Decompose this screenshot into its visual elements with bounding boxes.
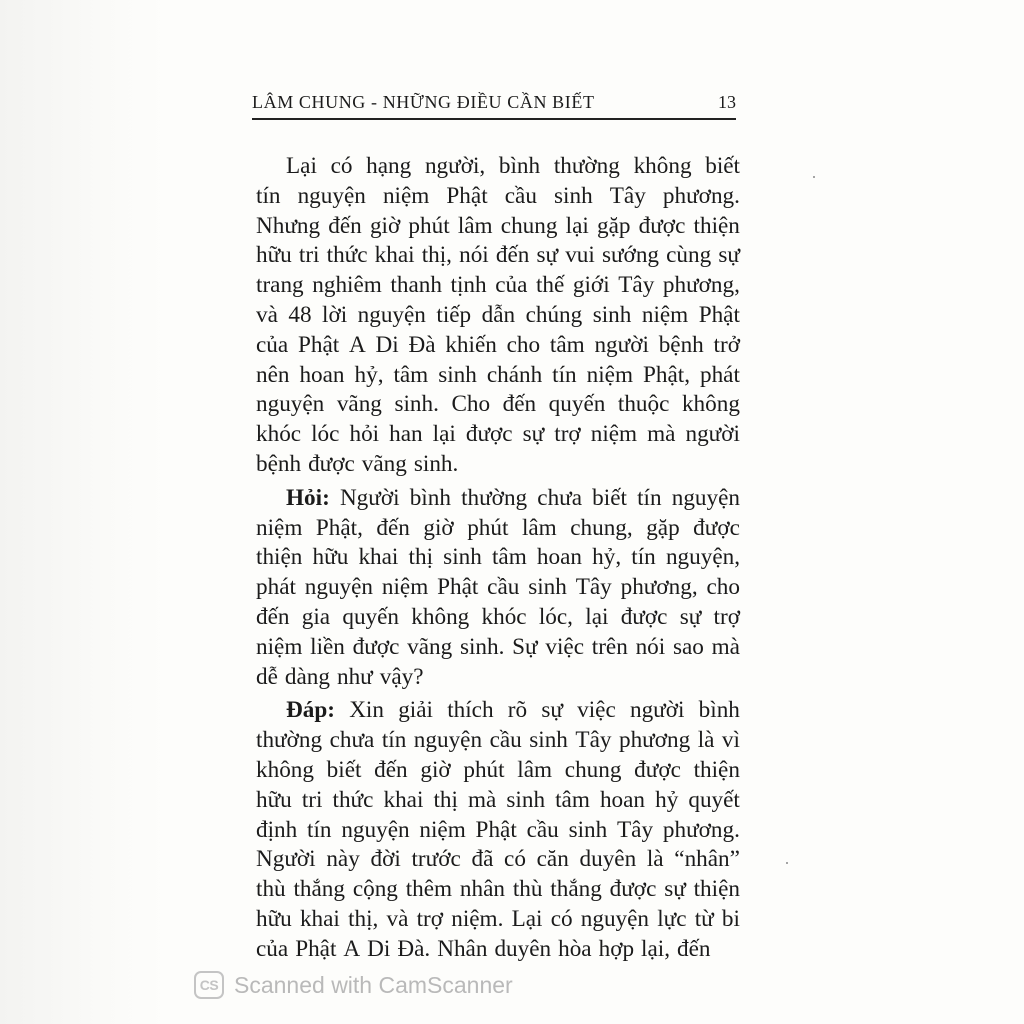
word: người: [629, 697, 685, 724]
word: Phật: [698, 301, 740, 328]
word: sự: [541, 697, 563, 724]
word: bệnh: [658, 331, 704, 358]
word: Phật,: [315, 514, 363, 541]
running-head: LÂM CHUNG - NHỮNG ĐIỀU CẦN BIẾT: [252, 92, 595, 112]
word: hòa: [558, 935, 592, 962]
word: Phật,: [642, 361, 690, 388]
word: phát: [256, 574, 296, 601]
word: lóc,: [538, 603, 573, 630]
word: Lại: [511, 905, 543, 932]
word: nói: [459, 242, 489, 269]
word: thị: [433, 786, 458, 813]
word: tín: [256, 182, 281, 209]
scan-speck: [786, 862, 788, 864]
word: cầu: [489, 727, 522, 754]
word: niệm: [590, 421, 638, 448]
word: thiện: [693, 876, 740, 903]
text-line: [256, 420, 740, 450]
word: thắng: [550, 876, 602, 903]
word: sinh: [443, 544, 482, 571]
word: không: [633, 153, 692, 179]
text-line: [256, 663, 740, 693]
word: khai: [358, 544, 399, 571]
word: hỷ: [655, 786, 679, 813]
word: Phật: [446, 182, 488, 209]
word: Phật: [475, 816, 517, 843]
word: thiện: [256, 544, 303, 571]
word: việc: [577, 697, 616, 724]
word: phát: [699, 361, 740, 388]
word: giới: [572, 272, 610, 299]
word: sướng: [601, 242, 660, 269]
word: người,: [424, 153, 486, 179]
word: lâm: [457, 212, 493, 239]
word: Người: [339, 484, 400, 511]
word: thường: [461, 484, 528, 511]
word: phút: [408, 212, 450, 239]
word: được: [609, 876, 657, 903]
word: khai: [383, 786, 424, 813]
word: biết: [705, 153, 740, 179]
text-line: [256, 543, 740, 573]
word: Đà: [408, 331, 436, 358]
word: vì: [721, 727, 740, 754]
word: dàng: [284, 663, 330, 690]
word: mà: [468, 786, 497, 813]
word: căn: [536, 846, 569, 873]
word: Di: [367, 935, 391, 962]
word: phương,: [662, 272, 740, 299]
word: định: [256, 816, 298, 843]
word: hạng: [366, 153, 412, 179]
page-number: 13: [718, 92, 736, 112]
word: sinh: [438, 361, 477, 388]
word: trợ: [713, 603, 740, 630]
word: Tây: [618, 272, 655, 299]
camscanner-watermark: [194, 968, 513, 1002]
word: nên: [256, 361, 290, 388]
word: được: [634, 756, 681, 783]
word: biết: [592, 484, 627, 511]
word: của: [256, 935, 289, 962]
word: hữu: [256, 786, 292, 813]
word: niệm: [586, 361, 633, 388]
word: mà: [711, 633, 740, 660]
word: thù: [256, 876, 286, 903]
word: cùng: [666, 242, 712, 269]
scan-speck: [813, 176, 815, 178]
word: phương,: [620, 574, 698, 601]
word: phương.: [662, 816, 740, 843]
word: sinh: [528, 574, 567, 601]
word: Cho: [451, 391, 491, 418]
word: tri: [301, 786, 323, 813]
word: khóc: [256, 421, 302, 448]
word: biết: [326, 756, 362, 783]
word: chưa: [329, 727, 375, 754]
word: thường: [553, 153, 620, 179]
word: vãng: [336, 391, 382, 418]
word: lời: [322, 301, 348, 328]
paragraph: [256, 484, 740, 693]
word: tâm: [549, 331, 585, 358]
word: chung: [500, 212, 558, 239]
word: “nhân”: [674, 846, 740, 873]
word: nguyện: [413, 727, 483, 754]
word: cầu: [526, 816, 559, 843]
word: Tây: [609, 182, 646, 209]
word: sao: [672, 633, 704, 660]
word: niệm: [382, 182, 430, 209]
word: trở: [713, 331, 740, 358]
word: cho: [506, 331, 541, 358]
word: chưa: [537, 484, 583, 511]
header-rule: [252, 118, 736, 120]
word: đời: [370, 846, 401, 873]
word: vãng: [407, 633, 453, 660]
word: không: [411, 603, 470, 630]
word: lâm: [517, 756, 553, 783]
word: chúng: [525, 301, 583, 328]
word: tâm: [393, 361, 429, 388]
word: có: [504, 846, 526, 873]
word: hữu: [312, 544, 349, 571]
word: hoan: [299, 361, 345, 388]
body-text: [256, 152, 740, 965]
word: sinh: [506, 786, 546, 813]
text-line: [256, 450, 740, 480]
word: duyên: [579, 846, 637, 873]
word: được: [693, 514, 740, 541]
word: không: [256, 756, 314, 783]
word: thị,: [348, 905, 379, 932]
word: chánh: [486, 361, 543, 388]
word: đến: [677, 935, 711, 962]
page-header: [252, 88, 736, 120]
word: Phật: [437, 574, 479, 601]
word: Đà.: [397, 935, 431, 962]
word: han: [389, 421, 423, 448]
word: tín: [307, 816, 332, 843]
word: được: [465, 421, 513, 448]
word: liền: [310, 633, 345, 660]
word: trên: [591, 633, 628, 660]
word: hỷ,: [354, 361, 384, 388]
text-line: [256, 875, 740, 905]
text-line: [256, 845, 740, 875]
word: Xin: [349, 697, 384, 724]
text-line: [256, 390, 740, 420]
word: bệnh: [256, 450, 302, 477]
word: nguyện: [297, 182, 366, 209]
word: thức: [332, 786, 374, 813]
word: bình: [409, 484, 451, 511]
paragraph-label: Đáp:: [286, 697, 335, 724]
word: lại: [565, 212, 589, 239]
word: lại: [585, 603, 609, 630]
word: Tây: [575, 727, 612, 754]
word: và: [386, 905, 409, 932]
word: đến: [502, 391, 537, 418]
text-line: [256, 696, 740, 726]
word: sự: [536, 242, 559, 269]
word: lực: [657, 905, 687, 932]
word: sinh: [529, 727, 568, 754]
word: vui: [565, 242, 595, 269]
word: dẫn: [481, 301, 516, 328]
text-line: [256, 212, 740, 242]
word: nguyện: [671, 484, 740, 511]
word: nghiêm: [312, 272, 382, 299]
word: hợp: [598, 935, 635, 962]
word: khai: [374, 242, 415, 269]
word: đến: [376, 514, 410, 541]
word: khóc: [481, 603, 527, 630]
word: đến: [328, 212, 362, 239]
word: Tây: [575, 574, 612, 601]
word: thiện: [693, 756, 740, 783]
word: của: [495, 272, 528, 299]
text-line: [256, 633, 740, 663]
camscanner-logo-icon: CS: [194, 971, 224, 999]
word: tiếp: [436, 301, 472, 328]
word: tín: [631, 544, 656, 571]
word: A: [348, 331, 366, 358]
word: nguyện,: [665, 544, 740, 571]
word: thù: [512, 876, 543, 903]
word: như: [336, 663, 373, 690]
word: hỏi: [349, 421, 380, 448]
word: được: [352, 633, 400, 660]
word: sự: [522, 421, 545, 448]
text-line: [256, 331, 740, 361]
word: là: [697, 727, 715, 754]
text-line: [256, 361, 740, 391]
word: phút: [463, 756, 505, 783]
word: lóc: [311, 421, 340, 448]
word: rõ: [507, 697, 528, 724]
text-line: [256, 573, 740, 603]
word: hoan: [599, 786, 646, 813]
word: Nhân: [437, 935, 488, 962]
word: thêm: [405, 876, 453, 903]
word: giờ: [369, 212, 401, 239]
word: thắng: [293, 876, 345, 903]
word: sinh: [568, 816, 608, 843]
word: khiến: [445, 331, 497, 358]
word: tịnh: [450, 272, 487, 299]
word: vãng: [361, 450, 407, 477]
word: sinh: [554, 182, 593, 209]
text-line: [256, 182, 740, 212]
word: người: [594, 331, 649, 358]
word: người: [685, 421, 740, 448]
text-line: [256, 726, 740, 756]
word: việc: [545, 633, 584, 660]
word: nhân: [459, 876, 505, 903]
word: thuộc: [617, 391, 670, 418]
word: Tây: [617, 816, 654, 843]
word: là: [646, 846, 664, 873]
word: thị,: [421, 242, 452, 269]
word: được: [308, 450, 355, 477]
word: duyên: [494, 935, 552, 962]
watermark-text: Scanned with CamScanner: [234, 971, 513, 998]
word: 48: [288, 301, 312, 328]
paragraph-label: Hỏi:: [286, 484, 330, 511]
word: Lại: [286, 153, 317, 179]
word: Phật: [297, 331, 340, 358]
word: từ: [694, 905, 714, 932]
word: tín: [381, 727, 407, 754]
word: nguyện: [580, 905, 650, 932]
text-line: [256, 241, 740, 271]
word: bình: [698, 697, 740, 724]
word: sinh.: [394, 391, 439, 418]
word: Di: [375, 331, 399, 358]
word: hoan: [536, 544, 582, 571]
word: đến: [256, 603, 290, 630]
word: niệm: [256, 514, 303, 541]
word: tín: [552, 361, 577, 388]
word: nguyện: [357, 301, 426, 328]
word: bình: [498, 153, 541, 179]
word: cộng: [352, 876, 398, 903]
text-line: [256, 786, 740, 816]
word: trước: [411, 846, 461, 873]
word: thanh: [390, 272, 442, 299]
word: cho: [706, 574, 740, 601]
word: niệm: [419, 816, 466, 843]
word: tri: [298, 242, 320, 269]
word: gia: [301, 603, 331, 630]
word: phút: [467, 514, 509, 541]
text-line: [256, 514, 740, 544]
word: và: [256, 301, 278, 328]
word: thích: [447, 697, 494, 724]
page-gutter-shadow: [0, 0, 166, 1024]
word: vậy?: [379, 663, 424, 690]
word: chung: [564, 756, 622, 783]
word: hữu: [256, 242, 292, 269]
word: tâm: [491, 544, 527, 571]
word: được: [620, 603, 668, 630]
word: A: [343, 935, 361, 962]
word: dễ: [256, 663, 278, 690]
word: niệm.: [451, 905, 504, 932]
word: cầu: [487, 574, 520, 601]
word: trang: [256, 272, 304, 299]
text-line: [256, 905, 740, 935]
word: sinh.: [413, 450, 459, 477]
word: thức: [326, 242, 368, 269]
word: nguyện: [341, 816, 410, 843]
word: tín: [637, 484, 662, 511]
word: tâm: [555, 786, 590, 813]
word: trợ: [416, 905, 444, 932]
paragraph: [256, 696, 740, 964]
word: của: [256, 331, 289, 358]
word: quyến: [548, 391, 606, 418]
text-line: [256, 816, 740, 846]
word: thế: [535, 272, 565, 299]
word: nguyện: [304, 574, 374, 601]
text-line: [256, 301, 740, 331]
word: sự: [718, 242, 740, 269]
word: lại,: [641, 935, 671, 962]
word: mà: [647, 421, 676, 448]
word: gặp: [646, 514, 680, 541]
word: thiện: [693, 212, 740, 239]
word: hỷ,: [592, 544, 622, 571]
word: sự: [664, 876, 686, 903]
word: niệm: [641, 301, 689, 328]
word: Nhưng: [256, 212, 321, 239]
word: có: [330, 153, 353, 179]
word: giờ: [420, 756, 451, 783]
text-line: [256, 152, 740, 182]
word: chung,: [570, 514, 633, 541]
word: quyết: [688, 786, 740, 813]
word: được: [638, 212, 686, 239]
text-line: [256, 484, 740, 514]
word: Sự: [512, 633, 538, 660]
paragraph: [256, 152, 740, 480]
word: niệm: [256, 633, 303, 660]
word: lâm: [521, 514, 557, 541]
text-line: [256, 603, 740, 633]
text-line: [256, 271, 740, 301]
text-line: [256, 756, 740, 786]
word: giờ: [423, 514, 454, 541]
word: nguyện: [256, 391, 325, 418]
word: phương.: [662, 182, 740, 209]
word: sinh.: [459, 633, 505, 660]
word: đã: [471, 846, 494, 873]
word: niệm: [381, 574, 429, 601]
word: sự: [679, 603, 702, 630]
word: phương: [618, 727, 691, 754]
word: giải: [398, 697, 433, 724]
word: thường: [256, 727, 323, 754]
word: khai: [299, 905, 340, 932]
word: trợ: [554, 421, 581, 448]
word: sinh: [592, 301, 632, 328]
word: bi: [721, 905, 740, 932]
word: lại: [432, 421, 456, 448]
word: Người: [256, 846, 316, 873]
word: có: [550, 905, 573, 932]
word: gặp: [596, 212, 631, 239]
word: này: [326, 846, 360, 873]
word: không: [681, 391, 740, 418]
word: đến: [495, 242, 530, 269]
word: thị: [408, 544, 434, 571]
word: quyến: [342, 603, 400, 630]
word: Phật: [295, 935, 337, 962]
word: cầu: [504, 182, 537, 209]
word: hữu: [256, 905, 292, 932]
word: đến: [374, 756, 408, 783]
word: nói: [635, 633, 666, 660]
text-line: [256, 935, 740, 965]
